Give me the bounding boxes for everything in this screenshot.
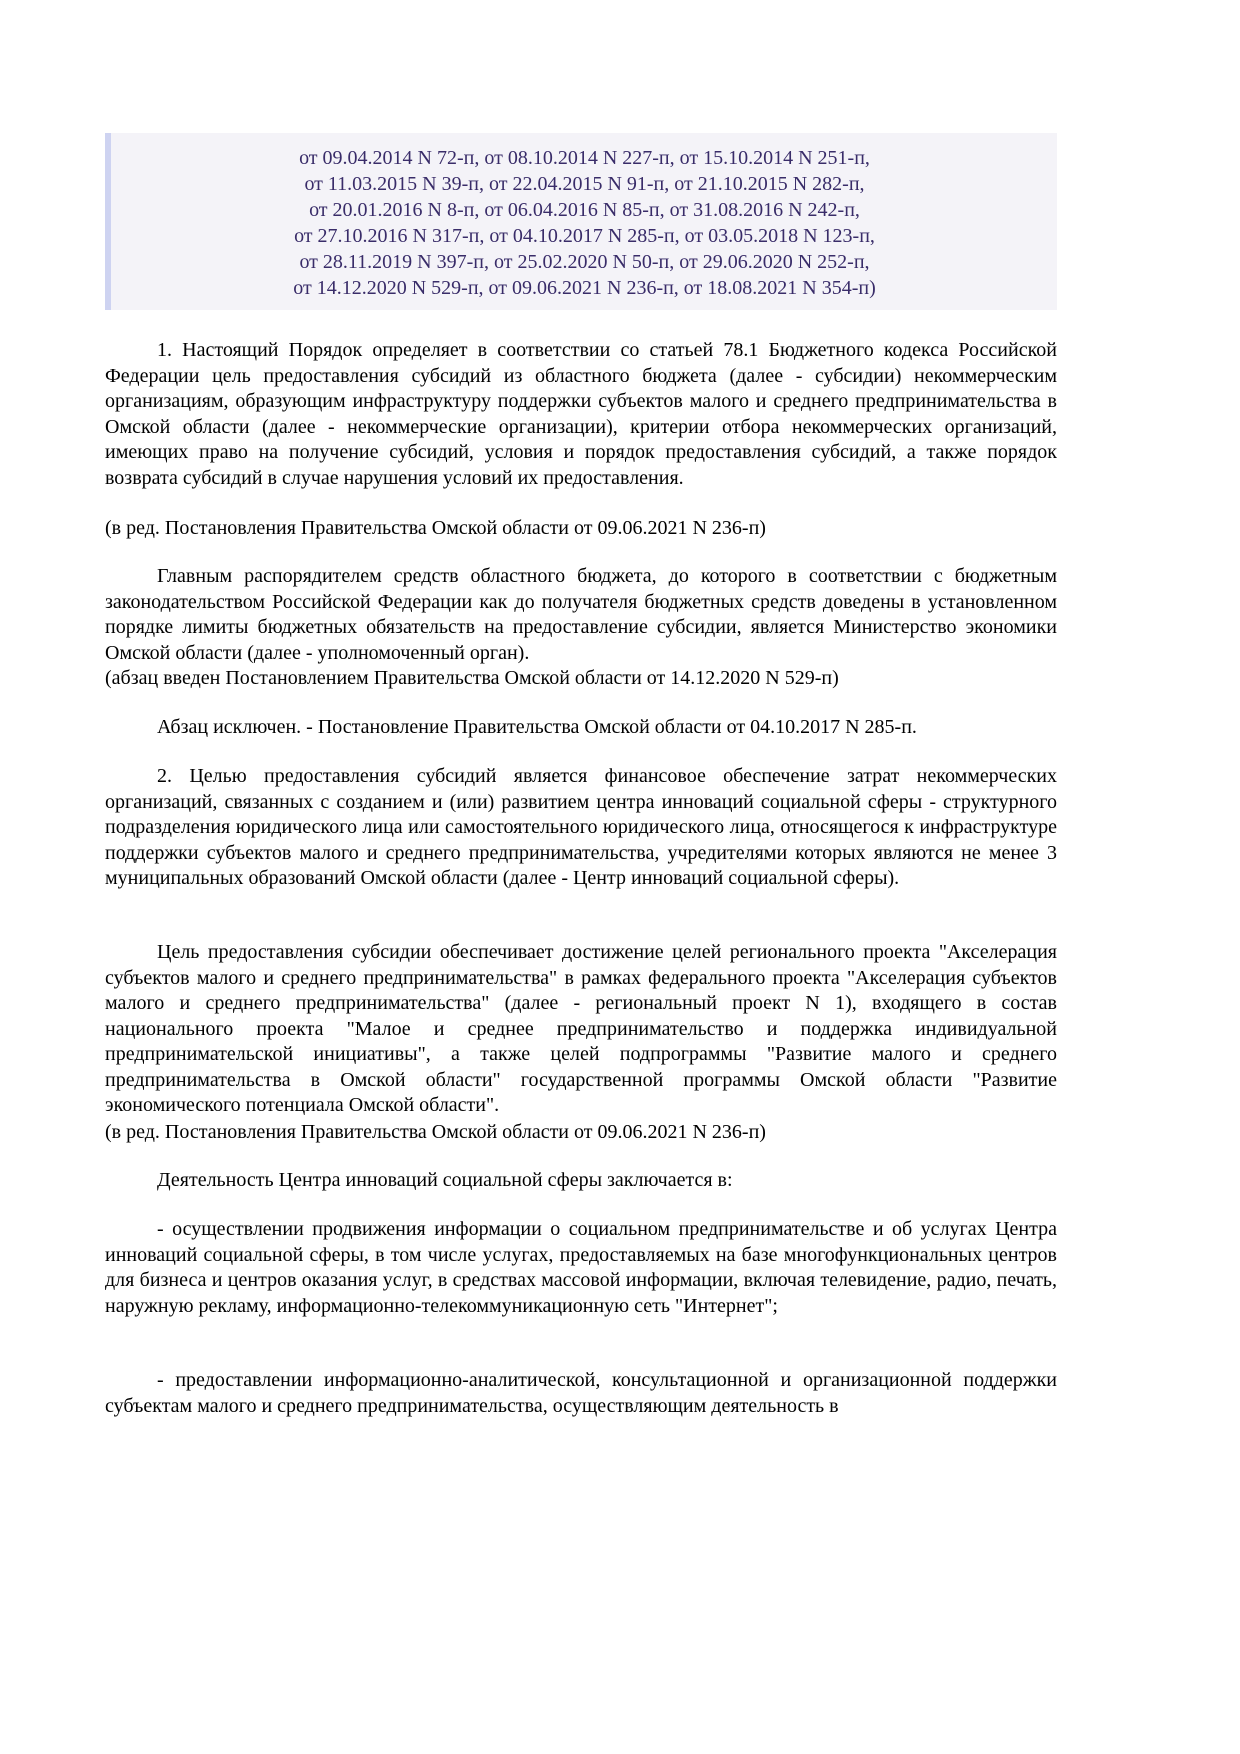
paragraph-2: Главным распорядителем средств областного бюджета, до которого в соответствии с бюджетным законодательством Российской Федерации как до получателя бюджетных средств доведены в установленном порядке лимиты бюджетных обязательств на предоставление субсидии, является Министерство экономики Омской области (далее - уполномоченный орган). <box>105 565 1057 664</box>
paragraph-6: Деятельность Центра инноваций социальной сферы заключается в: <box>157 1169 733 1191</box>
amendment-line: от 11.03.2015 N 39-п, от 22.04.2015 N 91-п, от 21.10.2015 N 282-п, <box>304 173 865 195</box>
list-item: - предоставлении информационно-аналитической, консультационной и организационной поддержки субъектам малого и среднего предпринимательства, осуществляющим деятельность в <box>105 1369 1057 1417</box>
paragraph-1: 1. Настоящий Порядок определяет в соответствии со статьей 78.1 Бюджетного кодекса Российской Федерации цель предоставления субсидий из областного бюджета (далее - субсидии) некоммерческим организациям, образующим инфраструктуру поддержки субъектов малого и среднего предпринимательства в Омской области (далее - некоммерческие организации), критерии отбора некоммерческих организаций, имеющих право на получение субсидий, условия и порядок предоставления субсидий, а также порядок возврата субсидий в случае нарушения условий их предоставления. <box>105 339 1057 489</box>
edit-note: (в ред. Постановления Правительства Омской области от 09.06.2021 N 236-п) <box>105 1121 766 1143</box>
amendment-line: от 27.10.2016 N 317-п, от 04.10.2017 N 285-п, от 03.05.2018 N 123-п, <box>294 225 875 247</box>
amendment-line: от 14.12.2020 N 529-п, от 09.06.2021 N 236-п, от 18.08.2021 N 354-п) <box>293 277 876 299</box>
edit-note: (абзац введен Постановлением Правительства Омской области от 14.12.2020 N 529-п) <box>105 667 839 689</box>
edit-note: (в ред. Постановления Правительства Омской области от 09.06.2021 N 236-п) <box>105 517 766 539</box>
paragraph-4: 2. Целью предоставления субсидий является финансовое обеспечение затрат некоммерческих организаций, связанных с созданием и (или) развитием центра инноваций социальной сферы - структурного подразделения юридического лица или самостоятельного юридического лица, относящегося к инфраструктуре поддержки субъектов малого и среднего предпринимательства, учредителями которых являются не менее 3 муниципальных образований Омской области (далее - Центр инноваций социальной сферы). <box>105 765 1057 889</box>
amendment-line: от 28.11.2019 N 397-п, от 25.02.2020 N 50-п, от 29.06.2020 N 252-п, <box>299 251 870 273</box>
list-item: - осуществлении продвижения информации о социальном предпринимательстве и об услугах Центра инноваций социальной сферы, в том числе услугах, предоставляемых на базе многофункциональных центров для бизнеса и центров оказания услуг, в средствах массовой информации, включая телевидение, радио, печать, наружную рекламу, информационно-телекоммуникационную сеть "Интернет"; <box>105 1218 1057 1317</box>
amendment-line: от 09.04.2014 N 72-п, от 08.10.2014 N 227-п, от 15.10.2014 N 251-п, <box>299 147 870 169</box>
paragraph-5: Цель предоставления субсидии обеспечивает достижение целей регионального проекта "Акселерация субъектов малого и среднего предпринимательства" в рамках федерального проекта "Акселерация субъектов малого и среднего предпринимательства" (далее - региональный проект N 1), входящего в состав национального проекта "Малое и среднее предпринимательство и поддержка индивидуальной предпринимательской инициативы", а также целей подпрограммы "Развитие малого и среднего предпринимательства в Омской области" государственной программы Омской области "Развитие экономического потенциала Омской области". <box>105 941 1057 1116</box>
amendment-line: от 20.01.2016 N 8-п, от 06.04.2016 N 85-п, от 31.08.2016 N 242-п, <box>309 199 860 221</box>
paragraph-3: Абзац исключен. - Постановление Правительства Омской области от 04.10.2017 N 285-п. <box>157 716 917 738</box>
amendments-box <box>105 133 1057 310</box>
